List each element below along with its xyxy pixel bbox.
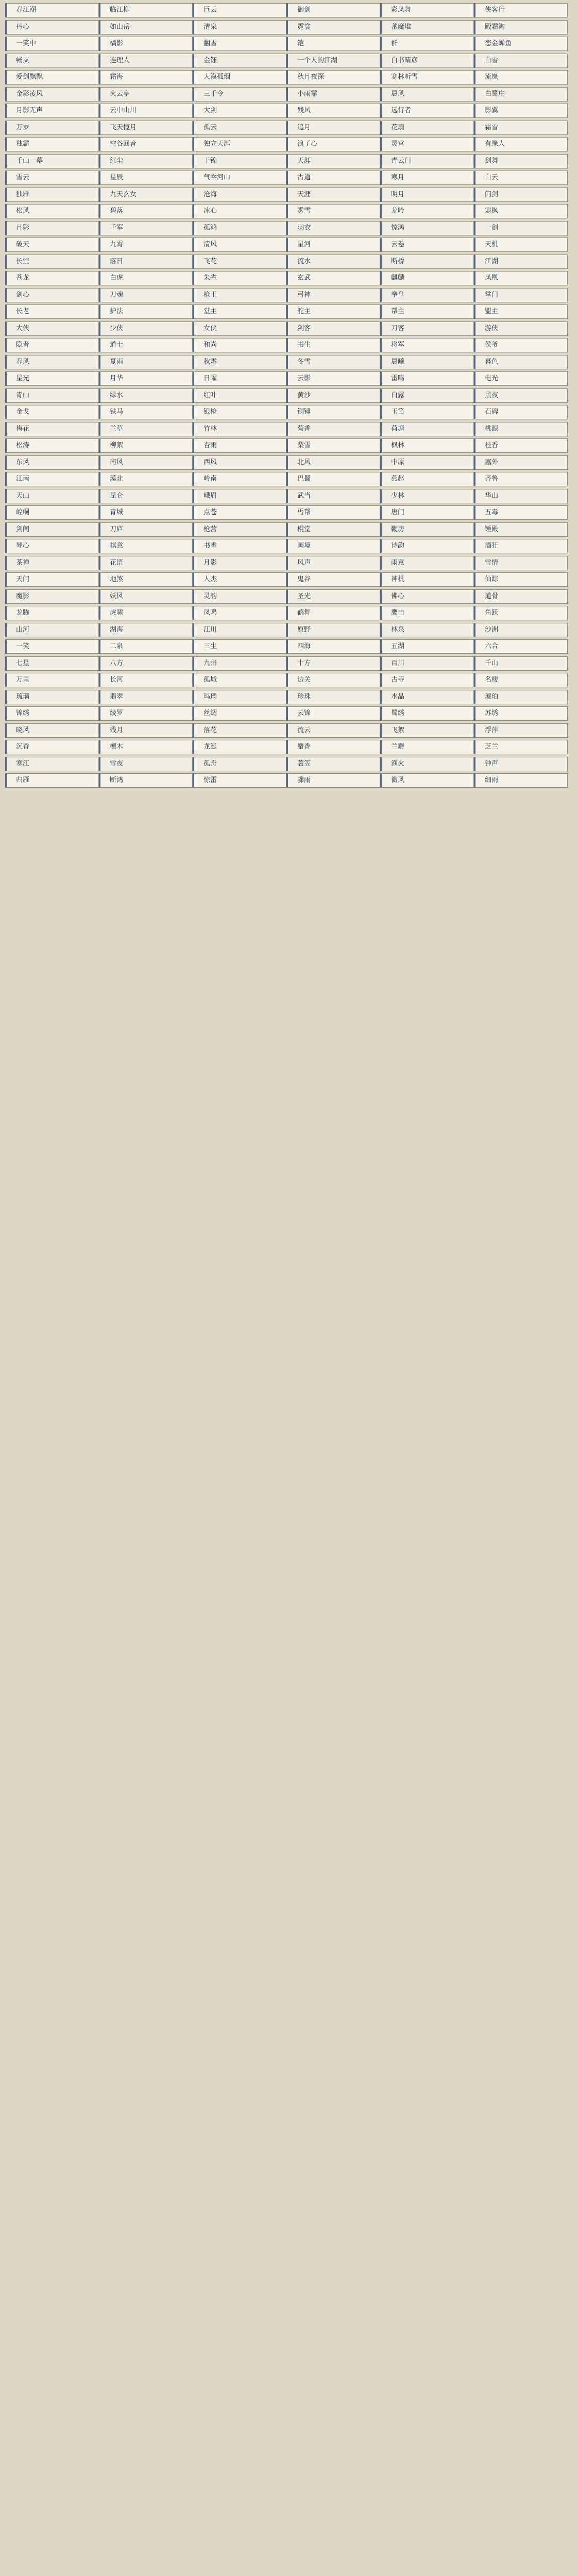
- grid-cell[interactable]: 雷鸣: [380, 371, 474, 386]
- grid-cell[interactable]: 龙吟: [380, 204, 474, 218]
- grid-cell[interactable]: 弓神: [286, 288, 380, 302]
- grid-cell[interactable]: 游侠: [474, 321, 568, 336]
- grid-cell[interactable]: 东风: [5, 455, 99, 470]
- grid-cell[interactable]: 崆峒: [5, 505, 99, 520]
- grid-cell[interactable]: 飞天揽月: [99, 121, 193, 135]
- grid-cell[interactable]: 青城: [99, 505, 193, 520]
- grid-cell[interactable]: 月影: [193, 556, 286, 570]
- grid-cell[interactable]: 琥珀: [474, 690, 568, 704]
- grid-cell[interactable]: 风声: [286, 556, 380, 570]
- grid-cell[interactable]: 昆仑: [99, 489, 193, 503]
- grid-cell[interactable]: 花语: [99, 556, 193, 570]
- grid-cell[interactable]: 归雁: [5, 773, 99, 788]
- grid-cell[interactable]: 珍珠: [286, 690, 380, 704]
- grid-cell[interactable]: 落日: [99, 255, 193, 269]
- grid-cell[interactable]: 灵宫: [380, 137, 474, 151]
- grid-cell[interactable]: 长老: [5, 304, 99, 319]
- grid-cell[interactable]: 燕赵: [380, 472, 474, 486]
- grid-cell[interactable]: 寒枫: [474, 204, 568, 218]
- grid-cell[interactable]: 三千令: [193, 87, 286, 101]
- grid-cell[interactable]: 漠北: [99, 472, 193, 486]
- grid-cell[interactable]: 齐鲁: [474, 472, 568, 486]
- grid-cell[interactable]: 远行者: [380, 104, 474, 118]
- grid-cell[interactable]: 六合: [474, 639, 568, 654]
- grid-cell[interactable]: 惊鸿: [380, 221, 474, 235]
- grid-cell[interactable]: 松风: [5, 204, 99, 218]
- grid-cell[interactable]: 翡翠: [99, 690, 193, 704]
- grid-cell[interactable]: 隐者: [5, 338, 99, 352]
- grid-cell[interactable]: 云卷: [380, 238, 474, 252]
- grid-cell[interactable]: 茶禅: [5, 556, 99, 570]
- grid-cell[interactable]: 玉笛: [380, 405, 474, 419]
- grid-cell[interactable]: 湖海: [99, 623, 193, 637]
- grid-cell[interactable]: 五毒: [474, 505, 568, 520]
- grid-cell[interactable]: 舵主: [286, 304, 380, 319]
- grid-cell[interactable]: 菊香: [286, 422, 380, 436]
- grid-cell[interactable]: 畅岚: [5, 54, 99, 68]
- grid-cell[interactable]: 金影凌风: [5, 87, 99, 101]
- grid-cell[interactable]: 灵韵: [193, 589, 286, 604]
- grid-cell[interactable]: 浪子心: [286, 137, 380, 151]
- grid-cell[interactable]: 细雨: [474, 773, 568, 788]
- grid-cell[interactable]: 四海: [286, 639, 380, 654]
- grid-cell[interactable]: 钟声: [474, 757, 568, 771]
- grid-cell[interactable]: 惊雷: [193, 773, 286, 788]
- grid-cell[interactable]: 天涯: [286, 154, 380, 168]
- grid-cell[interactable]: 云锦: [286, 706, 380, 721]
- grid-cell[interactable]: 神机: [380, 572, 474, 587]
- grid-cell[interactable]: 日曜: [193, 371, 286, 386]
- grid-cell[interactable]: 追月: [286, 121, 380, 135]
- grid-cell[interactable]: 御剑: [286, 3, 380, 18]
- grid-cell[interactable]: 芝兰: [474, 740, 568, 754]
- grid-cell[interactable]: 黄沙: [286, 388, 380, 403]
- grid-cell[interactable]: 长空: [5, 255, 99, 269]
- grid-cell[interactable]: 巨云: [193, 3, 286, 18]
- grid-cell[interactable]: 酒狂: [474, 539, 568, 553]
- grid-cell[interactable]: 鹤舞: [286, 606, 380, 620]
- grid-cell[interactable]: 金戈: [5, 405, 99, 419]
- grid-cell[interactable]: 棋意: [99, 539, 193, 553]
- grid-cell[interactable]: 春江潮: [5, 3, 99, 18]
- grid-cell[interactable]: 护法: [99, 304, 193, 319]
- grid-cell[interactable]: 女侠: [193, 321, 286, 336]
- grid-cell[interactable]: 羽衣: [286, 221, 380, 235]
- grid-cell[interactable]: 孤鸿: [193, 221, 286, 235]
- grid-cell[interactable]: 人杰: [193, 572, 286, 587]
- grid-cell[interactable]: 恋金蝉鱼: [474, 37, 568, 51]
- grid-cell[interactable]: 一个人的江湖: [286, 54, 380, 68]
- grid-cell[interactable]: 刀客: [380, 321, 474, 336]
- grid-cell[interactable]: 点苍: [193, 505, 286, 520]
- grid-cell[interactable]: 剑客: [286, 321, 380, 336]
- grid-cell[interactable]: 华山: [474, 489, 568, 503]
- grid-cell[interactable]: 原野: [286, 623, 380, 637]
- grid-cell[interactable]: 黑夜: [474, 388, 568, 403]
- grid-cell[interactable]: 二泉: [99, 639, 193, 654]
- grid-cell[interactable]: 剑心: [5, 288, 99, 302]
- grid-cell[interactable]: 临江柳: [99, 3, 193, 18]
- grid-cell[interactable]: 九天玄女: [99, 188, 193, 202]
- grid-cell[interactable]: 沧海: [193, 188, 286, 202]
- grid-cell[interactable]: 刀魂: [99, 288, 193, 302]
- grid-cell[interactable]: 如山岳: [99, 20, 193, 35]
- grid-cell[interactable]: 中原: [380, 455, 474, 470]
- grid-cell[interactable]: 破天: [5, 238, 99, 252]
- grid-cell[interactable]: 梨雪: [286, 438, 380, 453]
- grid-cell[interactable]: 殿霜淘: [474, 20, 568, 35]
- grid-cell[interactable]: 佛心: [380, 589, 474, 604]
- grid-cell[interactable]: 白鹭庄: [474, 87, 568, 101]
- grid-cell[interactable]: 白虎: [99, 271, 193, 285]
- grid-cell[interactable]: 云中山川: [99, 104, 193, 118]
- grid-cell[interactable]: 白书晴彦: [380, 54, 474, 68]
- grid-cell[interactable]: 雪夜: [99, 757, 193, 771]
- grid-cell[interactable]: 地煞: [99, 572, 193, 587]
- grid-cell[interactable]: 剑阁: [5, 522, 99, 537]
- grid-cell[interactable]: 空谷回音: [99, 137, 193, 151]
- grid-cell[interactable]: 锦绣: [5, 706, 99, 721]
- grid-cell[interactable]: 雪情: [474, 556, 568, 570]
- grid-cell[interactable]: 残月: [99, 723, 193, 738]
- grid-cell[interactable]: 青云门: [380, 154, 474, 168]
- grid-cell[interactable]: 青山: [5, 388, 99, 403]
- grid-cell[interactable]: 侯爷: [474, 338, 568, 352]
- grid-cell[interactable]: 浮萍: [474, 723, 568, 738]
- grid-cell[interactable]: 断桥: [380, 255, 474, 269]
- grid-cell[interactable]: 火云亭: [99, 87, 193, 101]
- grid-cell[interactable]: 九霄: [99, 238, 193, 252]
- grid-cell[interactable]: 朱雀: [193, 271, 286, 285]
- grid-cell[interactable]: 麒麟: [380, 271, 474, 285]
- grid-cell[interactable]: 蜀绣: [380, 706, 474, 721]
- grid-cell[interactable]: 飞花: [193, 255, 286, 269]
- grid-cell[interactable]: 独霸: [5, 137, 99, 151]
- grid-cell[interactable]: 彩凤舞: [380, 3, 474, 18]
- grid-cell[interactable]: 枫林: [380, 438, 474, 453]
- grid-cell[interactable]: 麝香: [286, 740, 380, 754]
- grid-cell[interactable]: 秋霜: [193, 355, 286, 369]
- grid-cell[interactable]: 鞭房: [380, 522, 474, 537]
- grid-cell[interactable]: 将军: [380, 338, 474, 352]
- grid-cell[interactable]: 大侠: [5, 321, 99, 336]
- grid-cell[interactable]: 流水: [286, 255, 380, 269]
- grid-cell[interactable]: 檀木: [99, 740, 193, 754]
- grid-cell[interactable]: 掌门: [474, 288, 568, 302]
- grid-cell[interactable]: 寒林听雪: [380, 70, 474, 84]
- grid-cell[interactable]: 雨意: [380, 556, 474, 570]
- grid-cell[interactable]: 群: [380, 37, 474, 51]
- grid-cell[interactable]: 雪云: [5, 171, 99, 185]
- grid-cell[interactable]: 少林: [380, 489, 474, 503]
- grid-cell[interactable]: 圣光: [286, 589, 380, 604]
- grid-cell[interactable]: 九州: [193, 656, 286, 671]
- grid-cell[interactable]: 断鸿: [99, 773, 193, 788]
- grid-cell[interactable]: 鬼谷: [286, 572, 380, 587]
- grid-cell[interactable]: 流岚: [474, 70, 568, 84]
- grid-cell[interactable]: 爱剑飘飘: [5, 70, 99, 84]
- grid-cell[interactable]: 鱼跃: [474, 606, 568, 620]
- grid-cell[interactable]: 一笑中: [5, 37, 99, 51]
- grid-cell[interactable]: 武当: [286, 489, 380, 503]
- grid-cell[interactable]: 铜锤: [286, 405, 380, 419]
- grid-cell[interactable]: 桂香: [474, 438, 568, 453]
- grid-cell[interactable]: 冰心: [193, 204, 286, 218]
- grid-cell[interactable]: 堂主: [193, 304, 286, 319]
- grid-cell[interactable]: 侠客行: [474, 3, 568, 18]
- grid-cell[interactable]: 铁马: [99, 405, 193, 419]
- grid-cell[interactable]: 妖风: [99, 589, 193, 604]
- grid-cell[interactable]: 玄武: [286, 271, 380, 285]
- grid-cell[interactable]: 绿水: [99, 388, 193, 403]
- grid-cell[interactable]: 琉璃: [5, 690, 99, 704]
- grid-cell[interactable]: 橘影: [99, 37, 193, 51]
- grid-cell[interactable]: 书生: [286, 338, 380, 352]
- grid-cell[interactable]: 凤凰: [474, 271, 568, 285]
- grid-cell[interactable]: 春风: [5, 355, 99, 369]
- grid-cell[interactable]: 龙涎: [193, 740, 286, 754]
- grid-cell[interactable]: 白雪: [474, 54, 568, 68]
- grid-cell[interactable]: 清泉: [193, 20, 286, 35]
- grid-cell[interactable]: 巴蜀: [286, 472, 380, 486]
- grid-cell[interactable]: 荷塘: [380, 422, 474, 436]
- grid-cell[interactable]: 书香: [193, 539, 286, 553]
- grid-cell[interactable]: 独雁: [5, 188, 99, 202]
- grid-cell[interactable]: 江南: [5, 472, 99, 486]
- grid-cell[interactable]: 南风: [99, 455, 193, 470]
- grid-cell[interactable]: 大漠孤烟: [193, 70, 286, 84]
- grid-cell[interactable]: 边关: [286, 673, 380, 687]
- grid-cell[interactable]: 落花: [193, 723, 286, 738]
- grid-cell[interactable]: 丹心: [5, 20, 99, 35]
- grid-cell[interactable]: 晓风: [5, 723, 99, 738]
- grid-cell[interactable]: 千军: [99, 221, 193, 235]
- grid-cell[interactable]: 渔火: [380, 757, 474, 771]
- grid-cell[interactable]: 锤殿: [474, 522, 568, 537]
- grid-cell[interactable]: 拳皇: [380, 288, 474, 302]
- grid-cell[interactable]: 苏绣: [474, 706, 568, 721]
- grid-cell[interactable]: 银枪: [193, 405, 286, 419]
- grid-cell[interactable]: 绫罗: [99, 706, 193, 721]
- grid-cell[interactable]: 小雨霏: [286, 87, 380, 101]
- grid-cell[interactable]: 霜雪: [474, 121, 568, 135]
- grid-cell[interactable]: 江川: [193, 623, 286, 637]
- grid-cell[interactable]: 有缘人: [474, 137, 568, 151]
- grid-cell[interactable]: 少侠: [99, 321, 193, 336]
- grid-cell[interactable]: 剑舞: [474, 154, 568, 168]
- grid-cell[interactable]: 红叶: [193, 388, 286, 403]
- grid-cell[interactable]: 桃源: [474, 422, 568, 436]
- grid-cell[interactable]: 梅花: [5, 422, 99, 436]
- grid-cell[interactable]: 雾雪: [286, 204, 380, 218]
- grid-cell[interactable]: 星辰: [99, 171, 193, 185]
- grid-cell[interactable]: 万里: [5, 673, 99, 687]
- grid-cell[interactable]: 霓裳: [286, 20, 380, 35]
- grid-cell[interactable]: 寒月: [380, 171, 474, 185]
- grid-cell[interactable]: 残风: [286, 104, 380, 118]
- grid-cell[interactable]: 七星: [5, 656, 99, 671]
- grid-cell[interactable]: 蓑笠: [286, 757, 380, 771]
- grid-cell[interactable]: 北风: [286, 455, 380, 470]
- grid-cell[interactable]: 岭南: [193, 472, 286, 486]
- grid-cell[interactable]: 孤云: [193, 121, 286, 135]
- grid-cell[interactable]: 独立天涯: [193, 137, 286, 151]
- grid-cell[interactable]: 三生: [193, 639, 286, 654]
- grid-cell[interactable]: 云影: [286, 371, 380, 386]
- grid-cell[interactable]: 松涛: [5, 438, 99, 453]
- grid-cell[interactable]: 金钰: [193, 54, 286, 68]
- grid-cell[interactable]: 天机: [474, 238, 568, 252]
- grid-cell[interactable]: 晨风: [380, 87, 474, 101]
- grid-cell[interactable]: 夏雨: [99, 355, 193, 369]
- grid-cell[interactable]: 道骨: [474, 589, 568, 604]
- grid-cell[interactable]: 琴心: [5, 539, 99, 553]
- grid-cell[interactable]: 古寺: [380, 673, 474, 687]
- grid-cell[interactable]: 百川: [380, 656, 474, 671]
- grid-cell[interactable]: 霜海: [99, 70, 193, 84]
- grid-cell[interactable]: 帮主: [380, 304, 474, 319]
- grid-cell[interactable]: 诗韵: [380, 539, 474, 553]
- grid-cell[interactable]: 丐帮: [286, 505, 380, 520]
- grid-cell[interactable]: 丝绸: [193, 706, 286, 721]
- grid-cell[interactable]: 魔影: [5, 589, 99, 604]
- grid-cell[interactable]: 连理人: [99, 54, 193, 68]
- grid-cell[interactable]: 竹林: [193, 422, 286, 436]
- grid-cell[interactable]: 蕃魔堆: [380, 20, 474, 35]
- grid-cell[interactable]: 气吞河山: [193, 171, 286, 185]
- grid-cell[interactable]: 唐门: [380, 505, 474, 520]
- grid-cell[interactable]: 月影无声: [5, 104, 99, 118]
- grid-cell[interactable]: 铠: [286, 37, 380, 51]
- grid-cell[interactable]: 清风: [193, 238, 286, 252]
- grid-cell[interactable]: 水晶: [380, 690, 474, 704]
- grid-cell[interactable]: 和尚: [193, 338, 286, 352]
- grid-cell[interactable]: 画境: [286, 539, 380, 553]
- grid-cell[interactable]: 万岁: [5, 121, 99, 135]
- grid-cell[interactable]: 道士: [99, 338, 193, 352]
- grid-cell[interactable]: 虎啸: [99, 606, 193, 620]
- grid-cell[interactable]: 龙腾: [5, 606, 99, 620]
- grid-cell[interactable]: 柳絮: [99, 438, 193, 453]
- grid-cell[interactable]: 冬雪: [286, 355, 380, 369]
- grid-cell[interactable]: 翻雪: [193, 37, 286, 51]
- grid-cell[interactable]: 星河: [286, 238, 380, 252]
- grid-cell[interactable]: 干锦: [193, 154, 286, 168]
- grid-cell[interactable]: 山河: [5, 623, 99, 637]
- grid-cell[interactable]: 暮色: [474, 355, 568, 369]
- grid-cell[interactable]: 石碑: [474, 405, 568, 419]
- grid-cell[interactable]: 碧落: [99, 204, 193, 218]
- grid-cell[interactable]: 白云: [474, 171, 568, 185]
- grid-cell[interactable]: 玛瑙: [193, 690, 286, 704]
- grid-cell[interactable]: 晨曦: [380, 355, 474, 369]
- grid-cell[interactable]: 名楼: [474, 673, 568, 687]
- grid-cell[interactable]: 枪营: [193, 522, 286, 537]
- grid-cell[interactable]: 电光: [474, 371, 568, 386]
- grid-cell[interactable]: 林泉: [380, 623, 474, 637]
- grid-cell[interactable]: 影翼: [474, 104, 568, 118]
- grid-cell[interactable]: 飞絮: [380, 723, 474, 738]
- grid-cell[interactable]: 月华: [99, 371, 193, 386]
- grid-cell[interactable]: 长河: [99, 673, 193, 687]
- grid-cell[interactable]: 五湖: [380, 639, 474, 654]
- grid-cell[interactable]: 棍堂: [286, 522, 380, 537]
- grid-cell[interactable]: 孤舟: [193, 757, 286, 771]
- grid-cell[interactable]: 千山: [474, 656, 568, 671]
- grid-cell[interactable]: 花扇: [380, 121, 474, 135]
- grid-cell[interactable]: 白露: [380, 388, 474, 403]
- grid-cell[interactable]: 大剑: [193, 104, 286, 118]
- grid-cell[interactable]: 刀庐: [99, 522, 193, 537]
- grid-cell[interactable]: 问剑: [474, 188, 568, 202]
- grid-cell[interactable]: 千山一幕: [5, 154, 99, 168]
- grid-cell[interactable]: 一笑: [5, 639, 99, 654]
- grid-cell[interactable]: 塞外: [474, 455, 568, 470]
- grid-cell[interactable]: 凤鸣: [193, 606, 286, 620]
- grid-cell[interactable]: 古道: [286, 171, 380, 185]
- grid-cell[interactable]: 一剑: [474, 221, 568, 235]
- grid-cell[interactable]: 月影: [5, 221, 99, 235]
- grid-cell[interactable]: 天涯: [286, 188, 380, 202]
- grid-cell[interactable]: 仙踪: [474, 572, 568, 587]
- grid-cell[interactable]: 沉香: [5, 740, 99, 754]
- grid-cell[interactable]: 枪王: [193, 288, 286, 302]
- grid-cell[interactable]: 兰草: [99, 422, 193, 436]
- grid-cell[interactable]: 峨眉: [193, 489, 286, 503]
- grid-cell[interactable]: 苍龙: [5, 271, 99, 285]
- grid-cell[interactable]: 十方: [286, 656, 380, 671]
- grid-cell[interactable]: 红尘: [99, 154, 193, 168]
- grid-cell[interactable]: 骤雨: [286, 773, 380, 788]
- grid-cell[interactable]: 盟主: [474, 304, 568, 319]
- grid-cell[interactable]: 鹰击: [380, 606, 474, 620]
- grid-cell[interactable]: 明月: [380, 188, 474, 202]
- grid-cell[interactable]: 天山: [5, 489, 99, 503]
- grid-cell[interactable]: 秋月夜深: [286, 70, 380, 84]
- grid-cell[interactable]: 八方: [99, 656, 193, 671]
- grid-cell[interactable]: 流云: [286, 723, 380, 738]
- grid-cell[interactable]: 沙洲: [474, 623, 568, 637]
- grid-cell[interactable]: 微风: [380, 773, 474, 788]
- grid-cell[interactable]: 星光: [5, 371, 99, 386]
- grid-cell[interactable]: 兰麝: [380, 740, 474, 754]
- grid-cell[interactable]: 杏雨: [193, 438, 286, 453]
- grid-cell[interactable]: 江湖: [474, 255, 568, 269]
- grid-cell[interactable]: 天问: [5, 572, 99, 587]
- grid-cell[interactable]: 西风: [193, 455, 286, 470]
- grid-cell[interactable]: 寒江: [5, 757, 99, 771]
- grid-cell[interactable]: 孤城: [193, 673, 286, 687]
